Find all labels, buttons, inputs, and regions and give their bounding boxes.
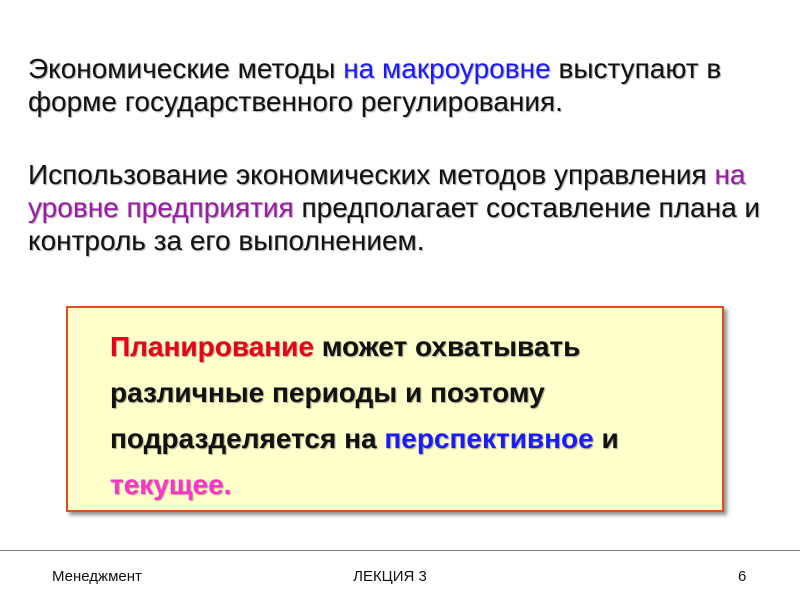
footer-course-name: Менеджмент bbox=[52, 568, 142, 585]
callout-text-1: может охватывать различные периоды и поэтому подразделяется на bbox=[110, 331, 581, 454]
planning-callout-box bbox=[66, 306, 724, 512]
paragraph1-text-start: Экономические методы bbox=[28, 53, 344, 84]
term-long-term: перспективное bbox=[384, 423, 594, 454]
term-current: текущее. bbox=[110, 469, 232, 500]
footer-page-number: 6 bbox=[738, 568, 747, 585]
paragraph2-text-end: предполагает составление плана и контроль за его выполнением. bbox=[28, 192, 761, 256]
term-planning: Планирование bbox=[110, 331, 314, 362]
paragraph2-highlight: на уровне предприятия bbox=[28, 159, 746, 223]
callout-text-2: и bbox=[593, 423, 619, 454]
paragraph-macro-level bbox=[28, 52, 788, 118]
footer-lecture-label: ЛЕКЦИЯ 3 bbox=[353, 568, 427, 585]
paragraph-enterprise-level bbox=[28, 158, 788, 257]
paragraph1-highlight: на макроуровне bbox=[343, 53, 551, 84]
planning-callout-text bbox=[110, 324, 710, 508]
paragraph2-text-start: Использование экономических методов управления bbox=[28, 159, 715, 190]
footer-divider bbox=[0, 550, 800, 551]
paragraph1-text-end: выступают в форме государственного регулирования. bbox=[28, 53, 722, 117]
